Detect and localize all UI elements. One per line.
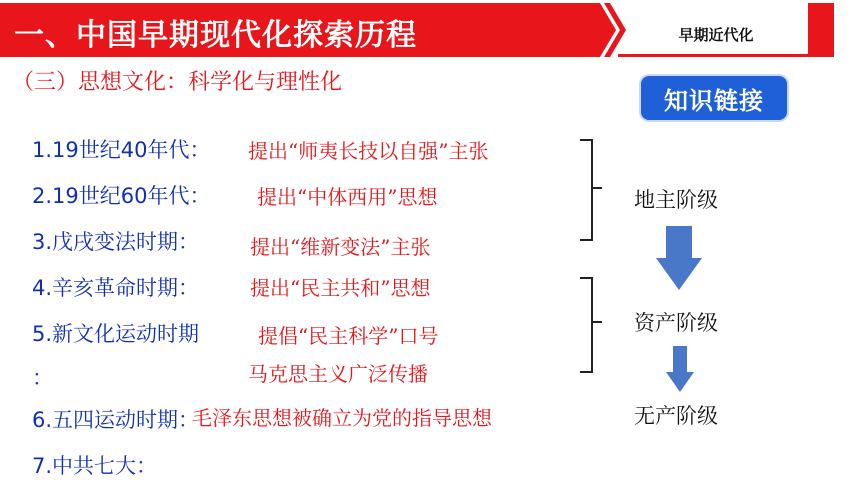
idea-item-7: 毛泽东思想被确立为党的指导思想 bbox=[192, 406, 492, 430]
arrow-down-1-icon bbox=[656, 226, 702, 290]
idea-item-4: 提出“民主共和”思想 bbox=[250, 276, 431, 300]
idea-item-2: 提出“中体西用”思想 bbox=[257, 185, 438, 209]
class-label-landlord: 地主阶级 bbox=[634, 188, 718, 212]
brace-landlord bbox=[580, 140, 602, 240]
page-title: 一、中国早期现代化探索历程 bbox=[14, 18, 417, 53]
period-item-5: 5.新文化运动时期 bbox=[32, 322, 200, 346]
period-item-7: 7.中共七大： bbox=[32, 454, 158, 478]
idea-item-1: 提出“师夷长技以自强”主张 bbox=[248, 139, 489, 163]
section-tag-label: 早期近代化 bbox=[678, 26, 754, 44]
arrow-down-2-icon bbox=[666, 346, 694, 392]
idea-item-3: 提出“维新变法”主张 bbox=[250, 235, 431, 259]
idea-item-6: 马克思主义广泛传播 bbox=[248, 362, 428, 386]
section-subtitle: （三）思想文化：科学化与理性化 bbox=[12, 70, 343, 95]
class-label-proletariat: 无产阶级 bbox=[634, 404, 718, 428]
period-item-3: 3.戊戌变法时期： bbox=[32, 230, 200, 254]
period-item-5-colon: ： bbox=[32, 366, 53, 390]
knowledge-link-button[interactable]: 知识链接 bbox=[641, 76, 787, 120]
period-item-2: 2.19世纪60年代： bbox=[32, 184, 211, 208]
period-item-1: 1.19世纪40年代： bbox=[32, 138, 211, 162]
period-item-4: 4.辛亥革命时期： bbox=[32, 276, 200, 300]
class-label-bourgeois: 资产阶级 bbox=[634, 311, 718, 335]
idea-item-5: 提倡“民主科学”口号 bbox=[258, 324, 439, 348]
period-item-6: 6.五四运动时期： bbox=[32, 408, 200, 432]
brace-bourgeois bbox=[580, 278, 602, 372]
